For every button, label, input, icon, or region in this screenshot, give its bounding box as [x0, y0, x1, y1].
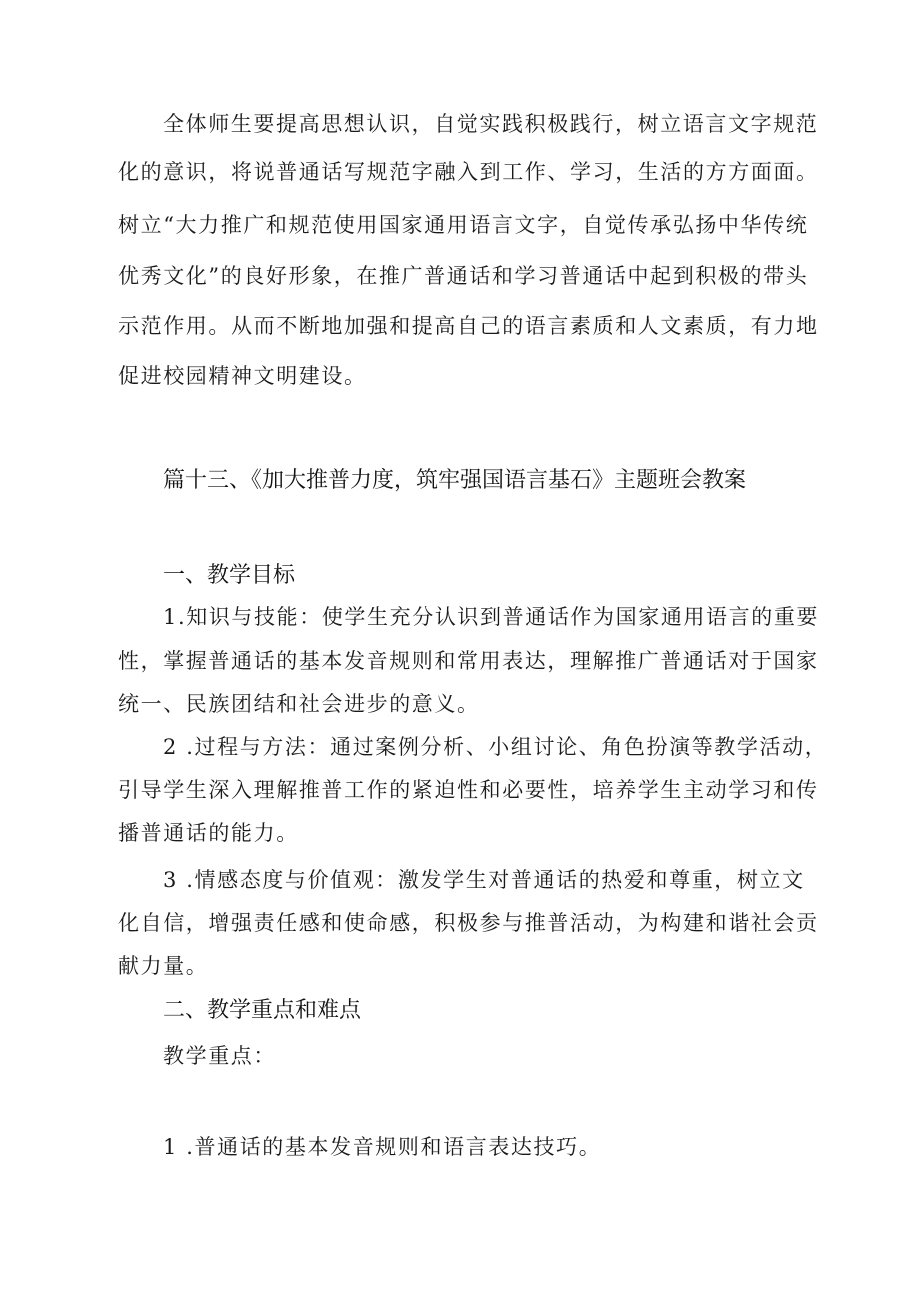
section-heading-teaching-goals: 一、教学目标: [163, 563, 296, 588]
paragraph-line: 促进校园精神文明建设。: [118, 364, 367, 388]
goal-item-line: 2 .过程与方法：通过案例分析、小组讨论、角色扮演等教学活动，: [163, 735, 828, 759]
goal-item-line: 引导学生深入理解推普工作的紧迫性和必要性，培养学生主动学习和传: [118, 778, 819, 802]
goal-item-line: 性，掌握普通话的基本发音规则和常用表达，理解推广普通话对于国家: [118, 649, 819, 673]
goal-item-line: 化自信，增强责任感和使命感，积极参与推普活动，为构建和谐社会贡: [118, 911, 819, 935]
section-heading-key-points: 二、教学重点和难点: [163, 998, 362, 1023]
goal-item-line: 1.知识与技能：使学生充分认识到普通话作为国家通用语言的重要: [163, 605, 820, 629]
article-title: 篇十三、《加大推普力度，筑牢强国语言基石》主题班会教案: [163, 468, 747, 493]
focus-item-line: 1 .普通话的基本发音规则和语言表达技巧。: [163, 1135, 602, 1159]
goal-item-line: 播普通话的能力。: [118, 821, 299, 845]
paragraph-line: 化的意识，将说普通话写规范字融入到工作、学习，生活的方方面面。: [118, 160, 819, 184]
subheading-teaching-focus: 教学重点：: [163, 1044, 276, 1068]
goal-item-line: 献力量。: [118, 954, 209, 978]
paragraph-line: 示范作用。从而不断地加强和提高自己的语言素质和人文素质，有力地: [118, 314, 819, 338]
goal-item-line: 统一、民族团结和社会进步的意义。: [118, 692, 480, 716]
goal-item-line: 3 .情感态度与价值观：激发学生对普通话的热爱和尊重，树立文: [163, 868, 805, 892]
paragraph-line: 全体师生要提高思想认识，自觉实践积极践行，树立语言文字规范: [163, 112, 819, 136]
paragraph-line: 树立“大力推广和规范使用国家通用语言文字，自觉传承弘扬中华传统: [118, 213, 809, 237]
paragraph-line: 优秀文化”的良好形象，在推广普通话和学习普通话中起到积极的带头: [118, 264, 809, 288]
